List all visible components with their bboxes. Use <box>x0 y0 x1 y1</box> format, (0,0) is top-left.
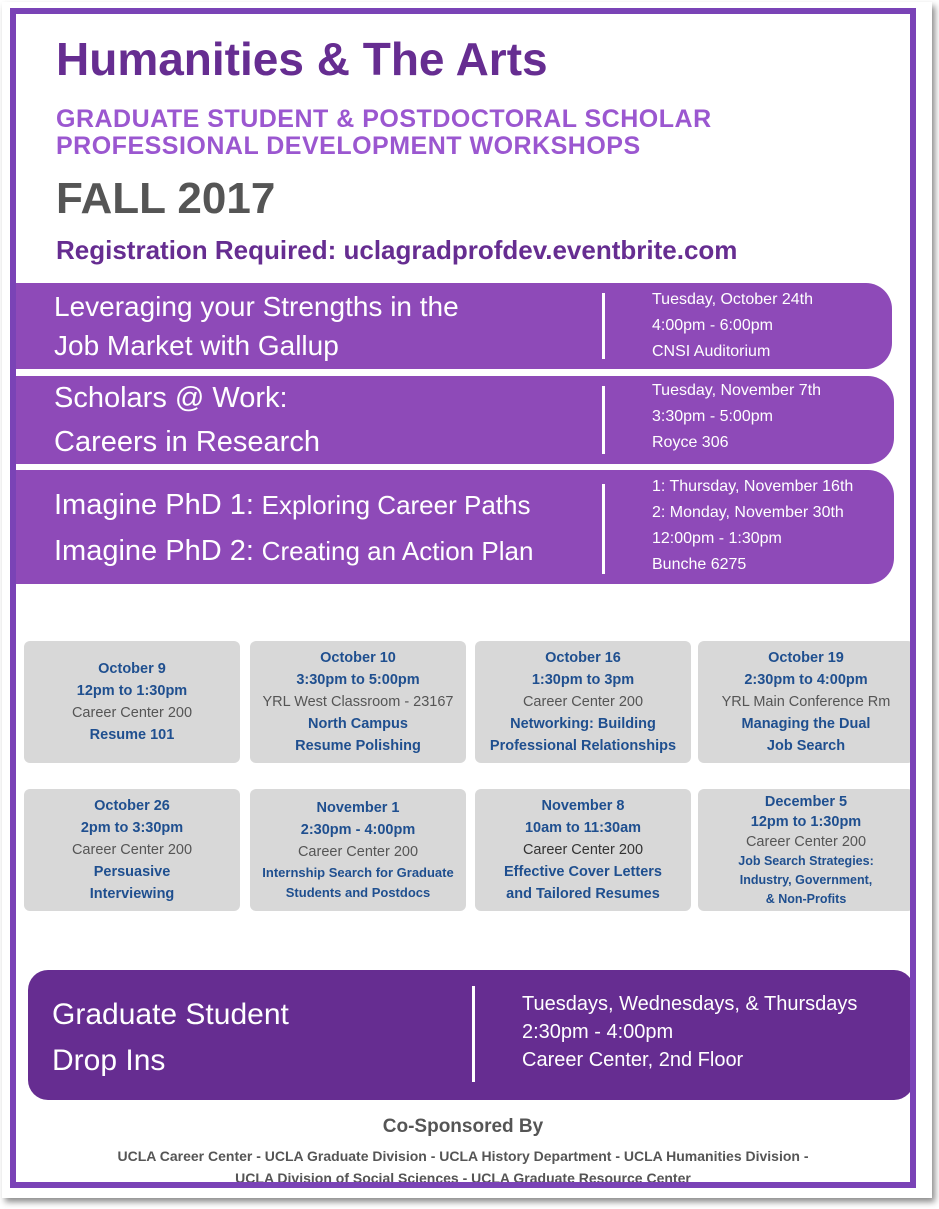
featured-event-imagine-phd <box>16 470 894 584</box>
featured-event-gallup <box>16 283 892 369</box>
event-date-1: 1: Thursday, November 16th <box>652 478 854 495</box>
divider <box>472 986 475 1082</box>
workshop-location: Career Center 200 <box>522 842 644 858</box>
workshop-location: Career Center 200 <box>745 833 867 850</box>
workshop-time: 2:30pm - 4:00pm <box>300 822 416 838</box>
workshop-location: YRL Main Conference Rm <box>721 694 891 710</box>
page-subtitle <box>56 106 712 160</box>
workshop-title-line-2: Resume Polishing <box>295 738 421 754</box>
event-title <box>54 482 533 574</box>
featured-event-scholars-at-work <box>16 376 894 464</box>
workshop-time: 12pm to 1:30pm <box>750 813 862 830</box>
workshop-date: October 10 <box>320 650 396 666</box>
workshop-date: November 1 <box>316 800 400 816</box>
drop-ins-time: 2:30pm - 4:00pm <box>522 1021 674 1043</box>
workshop-date: October 26 <box>94 798 170 814</box>
workshop-title-line-1: Networking: Building <box>510 716 656 732</box>
workshop-card <box>24 789 240 911</box>
event-title-line-2: Job Market with Gallup <box>54 330 339 361</box>
event-time: 3:30pm - 5:00pm <box>652 408 773 425</box>
workshop-title-line-1: Managing the Dual <box>741 716 871 732</box>
workshop-date: October 9 <box>98 661 166 677</box>
drop-ins-days: Tuesdays, Wednesdays, & Thursdays <box>522 993 858 1015</box>
event-title-line-1: Leveraging your Strengths in the <box>54 291 459 322</box>
subtitle-line-2: PROFESSIONAL DEVELOPMENT WORKSHOPS <box>56 132 641 160</box>
workshop-title-line-1: Persuasive <box>93 864 171 880</box>
registration-note: Registration Required: uclagradprofdev.eventbrite.com <box>56 235 738 265</box>
workshop-time: 12pm to 1:30pm <box>76 683 188 699</box>
workshop-title-line-1: Effective Cover Letters <box>504 864 662 880</box>
workshop-title-line-1: North Campus <box>308 716 408 732</box>
workshop-time: 2pm to 3:30pm <box>80 820 184 836</box>
drop-ins-details <box>522 990 857 1074</box>
workshop-time: 2:30pm to 4:00pm <box>744 672 868 688</box>
event-details <box>652 474 853 578</box>
workshop-card <box>475 789 691 911</box>
flyer-frame <box>10 8 916 1188</box>
workshop-date: December 5 <box>764 793 848 810</box>
workshop-title-line-1: Job Search Strategies: <box>738 853 874 868</box>
event-location: Royce 306 <box>652 434 729 451</box>
workshop-time: 1:30pm to 3pm <box>531 672 635 688</box>
event-title-line-2: Careers in Research <box>54 426 320 458</box>
drop-ins-title-line-1: Graduate Student <box>52 998 289 1031</box>
workshop-location: YRL West Classroom - 23167 <box>262 694 454 710</box>
drop-ins-title-line-2: Drop Ins <box>52 1044 166 1077</box>
season-heading: FALL 2017 <box>56 174 276 223</box>
workshop-location: Career Center 200 <box>297 844 419 860</box>
event-title-line-1: Scholars @ Work: <box>54 382 288 414</box>
drop-ins-panel <box>28 970 914 1100</box>
cosponsor-list-line-2: UCLA Division of Social Sciences - UCLA Graduate Resource Center <box>235 1170 691 1186</box>
workshop-date: October 19 <box>768 650 844 666</box>
workshop-title-line-2: Students and Postdocs <box>285 885 431 900</box>
workshop-time: 3:30pm to 5:00pm <box>296 672 420 688</box>
workshop-location: Career Center 200 <box>71 842 193 858</box>
event-location: Bunche 6275 <box>652 556 747 573</box>
cosponsor-heading: Co-Sponsored By <box>382 1116 544 1137</box>
event-time: 12:00pm - 1:30pm <box>652 530 782 547</box>
page-title: Humanities & The Arts <box>56 33 548 85</box>
workshop-title-line-3: & Non-Profits <box>765 891 847 906</box>
event-time: 4:00pm - 6:00pm <box>652 317 773 334</box>
divider <box>602 293 605 359</box>
workshop-date: November 8 <box>541 798 625 814</box>
drop-ins-location: Career Center, 2nd Floor <box>522 1049 744 1071</box>
workshop-title-line-2: Industry, Government, <box>739 872 873 887</box>
divider <box>602 484 605 574</box>
workshop-card <box>250 789 466 911</box>
workshop-time: 10am to 11:30am <box>524 820 642 836</box>
event-date-2: 2: Monday, November 30th <box>652 504 844 521</box>
workshop-title-line-2: Professional Relationships <box>489 738 677 754</box>
drop-ins-title <box>52 992 289 1084</box>
workshop-title-line-2: Job Search <box>766 738 846 754</box>
event-location: CNSI Auditorium <box>652 343 771 360</box>
event-date: Tuesday, November 7th <box>652 382 821 399</box>
cosponsor-list-line-1: UCLA Career Center - UCLA Graduate Division - UCLA History Department - UCLA Humanities Division - <box>117 1148 809 1164</box>
divider <box>602 386 605 454</box>
workshop-title-line-1: Internship Search for Graduate <box>262 865 454 880</box>
event-date: Tuesday, October 24th <box>652 291 813 308</box>
event-title <box>54 376 320 464</box>
event-title-line-2: Imagine PhD 2: Creating an Action Plan <box>54 535 534 567</box>
workshop-card <box>698 641 914 763</box>
workshop-title: Resume 101 <box>89 727 175 743</box>
event-details <box>652 378 821 456</box>
flyer-page <box>2 2 932 1198</box>
workshop-card <box>698 789 914 911</box>
workshop-title-line-2: Interviewing <box>89 886 175 902</box>
workshop-location: Career Center 200 <box>71 705 193 721</box>
workshop-card <box>250 641 466 763</box>
workshop-location: Career Center 200 <box>522 694 644 710</box>
workshop-date: October 16 <box>545 650 621 666</box>
subtitle-line-1: GRADUATE STUDENT & POSTDOCTORAL SCHOLAR <box>56 105 712 133</box>
workshop-title-line-2: and Tailored Resumes <box>506 886 660 902</box>
event-title <box>54 287 459 365</box>
workshop-card <box>475 641 691 763</box>
event-title-line-1: Imagine PhD 1: Exploring Career Paths <box>54 489 531 521</box>
workshop-card <box>24 641 240 763</box>
event-details <box>652 287 813 365</box>
